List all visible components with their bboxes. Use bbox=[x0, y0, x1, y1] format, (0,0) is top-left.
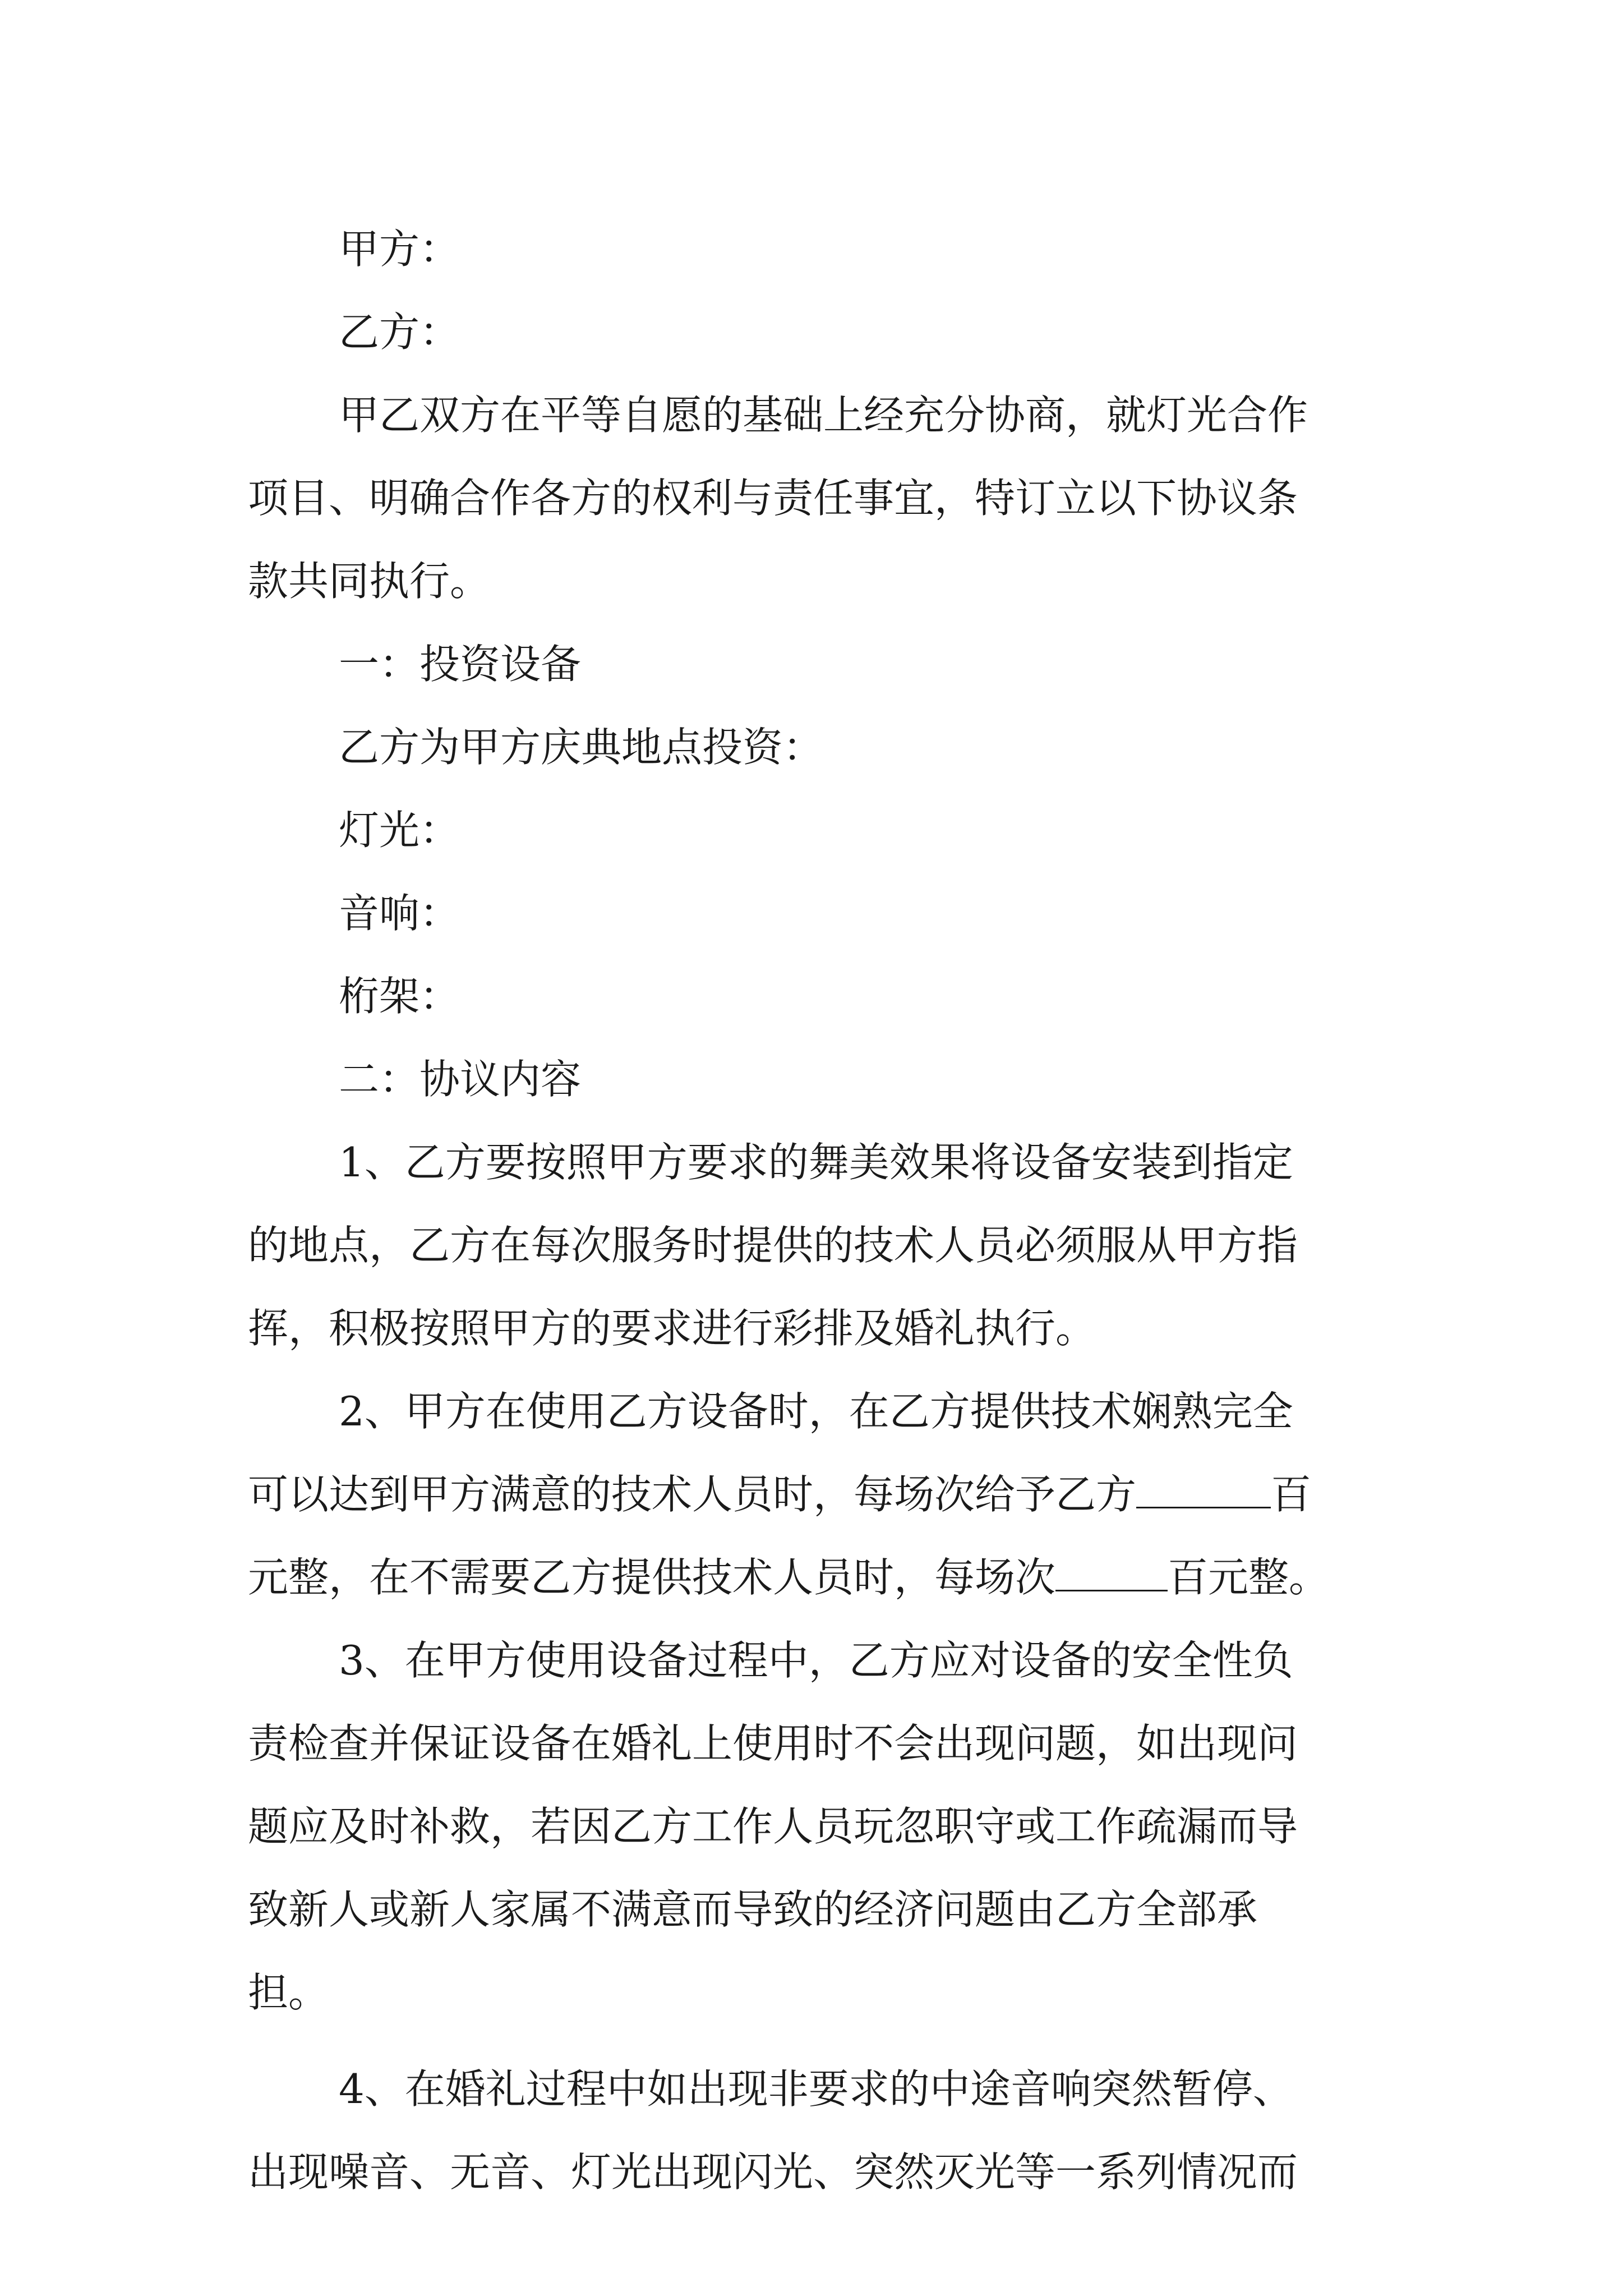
clause-line bbox=[248, 1453, 1386, 1536]
clause-line: 题应及时补救，若因乙方工作人员玩忽职守或工作疏漏而导 bbox=[248, 1803, 1298, 1850]
clause-4 bbox=[248, 2047, 1386, 2214]
fee-blank-without-technician bbox=[1055, 1555, 1168, 1591]
fee-blank-with-technician bbox=[1136, 1472, 1271, 1508]
clause-line: 3、在甲方使用设备过程中，乙方应对设备的安全性负 bbox=[339, 1637, 1293, 1684]
clause-1 bbox=[248, 1121, 1386, 1370]
document-body bbox=[248, 208, 1386, 2214]
clause-2 bbox=[248, 1370, 1386, 1619]
clause-line: 1、乙方要按照甲方要求的舞美效果将设备安装到指定 bbox=[339, 1139, 1293, 1186]
clause-text: 百元整。 bbox=[1168, 1554, 1330, 1601]
clause-text: 可以达到甲方满意的技术人员时，每场次给予乙方 bbox=[248, 1471, 1137, 1518]
intro-line: 甲乙双方在平等自愿的基础上经充分协商，就灯光合作 bbox=[339, 392, 1308, 439]
clause-line: 挥，积极按照甲方的要求进行彩排及婚礼执行。 bbox=[248, 1305, 1096, 1352]
clause-line: 致新人或新人家属不满意而导致的经济问题由乙方全部承 bbox=[248, 1886, 1258, 1933]
party-a-label: 甲方： bbox=[339, 226, 460, 273]
intro-line: 款共同执行。 bbox=[248, 558, 491, 605]
clause-line: 担。 bbox=[248, 1969, 329, 2016]
clause-line: 责检查并保证设备在婚礼上使用时不会出现问题，如出现问 bbox=[248, 1720, 1298, 1767]
equipment-item-truss: 桁架： bbox=[339, 973, 460, 1020]
section1-lead: 乙方为甲方庆典地点投资： bbox=[339, 724, 824, 771]
clause-text: 元整，在不需要乙方提供技术人员时，每场次 bbox=[248, 1554, 1056, 1601]
clause-line bbox=[248, 1536, 1386, 1619]
section1-heading: 一：投资设备 bbox=[339, 641, 582, 688]
clause-text: 百 bbox=[1271, 1471, 1312, 1518]
clause-line: 的地点，乙方在每次服务时提供的技术人员必须服从甲方指 bbox=[248, 1222, 1298, 1269]
intro-line: 项目、明确合作各方的权利与责任事宜，特订立以下协议条 bbox=[248, 475, 1298, 522]
clause-3 bbox=[248, 1619, 1386, 2034]
equipment-item-audio: 音响： bbox=[339, 890, 460, 937]
party-b-label: 乙方： bbox=[339, 309, 460, 356]
section2-heading: 二：协议内容 bbox=[339, 1056, 582, 1103]
clause-line: 2、甲方在使用乙方设备时，在乙方提供技术娴熟完全 bbox=[339, 1388, 1293, 1435]
clause-line: 4、在婚礼过程中如出现非要求的中途音响突然暂停、 bbox=[339, 2065, 1293, 2113]
equipment-item-lighting: 灯光： bbox=[339, 807, 460, 854]
intro-paragraph bbox=[248, 374, 1386, 623]
clause-line: 出现噪音、无音、灯光出现闪光、突然灭光等一系列情况而 bbox=[248, 2148, 1298, 2196]
